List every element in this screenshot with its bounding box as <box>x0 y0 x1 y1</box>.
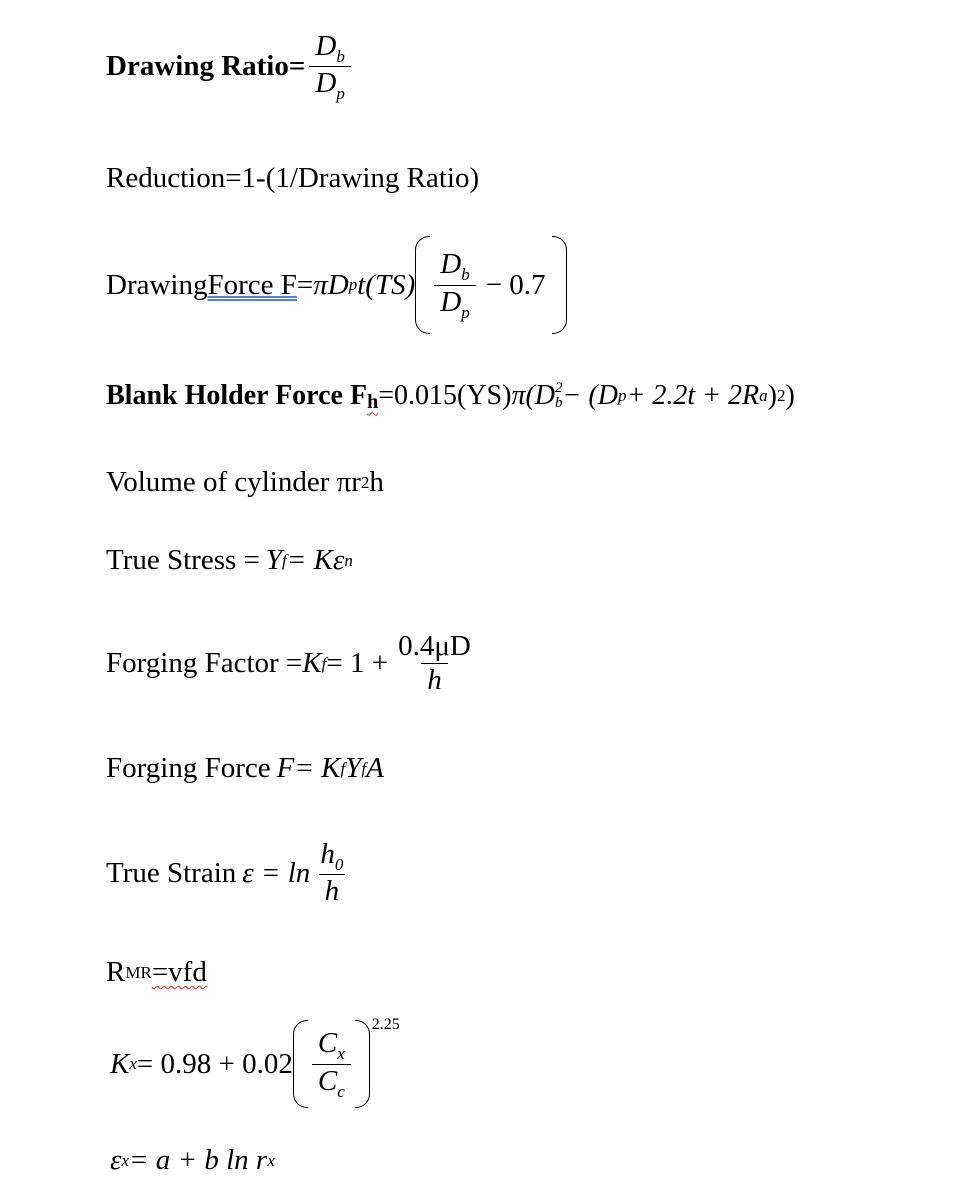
blank-holder-expr-b: (D <box>525 380 556 411</box>
epsx-eps: ε <box>110 1144 122 1176</box>
true-stress-label: True Stress = <box>106 544 260 576</box>
formula-kx <box>110 1016 400 1108</box>
forging-factor-fraction <box>392 630 477 698</box>
volume-text-b: h <box>369 466 384 498</box>
drawing-force-eq: = <box>296 268 314 301</box>
kx-left-paren <box>293 1020 308 1108</box>
blank-holder-expr-c: − (D <box>562 380 618 411</box>
num-sub: b <box>336 46 345 66</box>
ff-num: 0.4μD <box>398 630 471 662</box>
blank-holder-expr-f: ) <box>785 380 795 411</box>
kx-paren <box>293 1020 370 1108</box>
db-scripts <box>555 381 563 411</box>
ts-num: h <box>320 838 335 870</box>
formula-rmr <box>106 956 207 989</box>
drawing-force-label-a: Drawing <box>106 268 208 301</box>
den-sub: p <box>336 84 345 104</box>
kx-rhs: = 0.98 + 0.02 <box>136 1047 293 1080</box>
kx-num-sub: x <box>337 1043 345 1063</box>
den-d: D <box>315 67 337 100</box>
drawing-force-paren <box>415 236 566 334</box>
dp-sub: p <box>617 386 627 405</box>
kx-right-paren <box>355 1020 370 1108</box>
forging-force-a: A <box>366 752 384 784</box>
df-num-sub: b <box>461 264 470 284</box>
formula-epsx <box>110 1144 275 1177</box>
blank-holder-label: Blank Holder Force F <box>106 380 368 411</box>
true-strain-fraction <box>314 838 349 909</box>
volume-text-a: Volume of cylinder πr <box>106 466 361 498</box>
df-den-sub: p <box>461 302 470 322</box>
true-stress-rhs: = Kε <box>286 544 345 576</box>
true-strain-label: True Strain <box>106 856 237 889</box>
formula-blank-holder <box>106 380 795 412</box>
blank-holder-pi: π <box>511 380 526 411</box>
formula-drawing-force <box>106 236 567 334</box>
drawing-ratio-label: Drawing Ratio= <box>106 50 306 83</box>
drawing-force-t-ts: t(TS) <box>357 268 416 301</box>
ts-den: h <box>319 874 346 908</box>
formula-forging-force <box>106 752 384 785</box>
blank-holder-expr-d: + 2.2t + 2R <box>626 380 760 411</box>
drawing-force-minus: − 0.7 <box>485 268 546 301</box>
drawing-force-sub-p: p <box>348 275 358 294</box>
epsx-eps-sub: x <box>121 1150 129 1170</box>
drawing-force-label-b: Force F <box>207 268 297 301</box>
formula-true-strain <box>106 838 353 909</box>
volume-sup: 2 <box>360 472 370 492</box>
close-sup: 2 <box>776 386 786 405</box>
drawing-force-pi-d: πD <box>313 268 349 301</box>
kx-num: C <box>317 1027 338 1060</box>
epsx-r-sub: x <box>267 1150 275 1170</box>
rmr-r: R <box>106 956 126 988</box>
true-stress-y: Y <box>265 544 283 576</box>
kx-den: C <box>317 1064 338 1097</box>
ff-den: h <box>421 663 448 697</box>
ts-num-sub: 0 <box>334 854 344 874</box>
blank-holder-expr-a: =0.015(YS) <box>378 380 512 411</box>
left-paren <box>415 236 430 334</box>
forging-force-eq: = K <box>294 752 341 784</box>
kx-k-sub: x <box>129 1054 137 1073</box>
num-d: D <box>315 30 337 62</box>
kx-den-sub: c <box>337 1081 345 1101</box>
kx-fraction <box>312 1027 351 1101</box>
true-stress-y-sub: f <box>282 550 287 570</box>
true-stress-sup: n <box>344 550 353 570</box>
right-paren <box>552 236 567 334</box>
db-sup: 2 <box>555 380 563 396</box>
blank-holder-expr-e: ) <box>767 380 777 411</box>
ra-sub: a <box>759 386 768 405</box>
rmr-rhs: =vfd <box>151 956 207 988</box>
formula-drawing-ratio <box>106 30 355 104</box>
formula-forging-factor <box>106 630 481 698</box>
formula-true-stress <box>106 544 353 577</box>
df-den: D <box>440 285 462 318</box>
forging-factor-k: K <box>302 647 322 680</box>
drawing-force-fraction <box>434 248 475 322</box>
formula-reduction <box>106 162 479 195</box>
true-strain-eps: ε = ln <box>242 856 311 889</box>
formula-volume <box>106 466 384 499</box>
forging-factor-label: Forging Factor = <box>106 647 303 680</box>
forging-force-k-sub: f <box>340 758 346 778</box>
kx-k: K <box>110 1047 130 1080</box>
forging-factor-rhs: = 1 + <box>326 647 389 680</box>
db-sub: b <box>555 395 563 411</box>
blank-holder-sub: h <box>367 390 379 413</box>
kx-exp: 2.25 <box>371 1016 400 1033</box>
forging-factor-k-sub: f <box>321 653 327 673</box>
df-num: D <box>440 248 462 281</box>
epsx-rhs: = a + b ln r <box>128 1144 268 1176</box>
forging-force-y: Y <box>345 752 362 784</box>
forging-force-label: Forging Force <box>106 752 271 784</box>
reduction-text: Reduction=1-(1/Drawing Ratio) <box>106 162 480 194</box>
rmr-sub: MR <box>125 962 152 982</box>
forging-force-f: F <box>276 752 295 784</box>
forging-force-y-sub: f <box>361 758 367 778</box>
drawing-ratio-fraction <box>309 30 350 104</box>
